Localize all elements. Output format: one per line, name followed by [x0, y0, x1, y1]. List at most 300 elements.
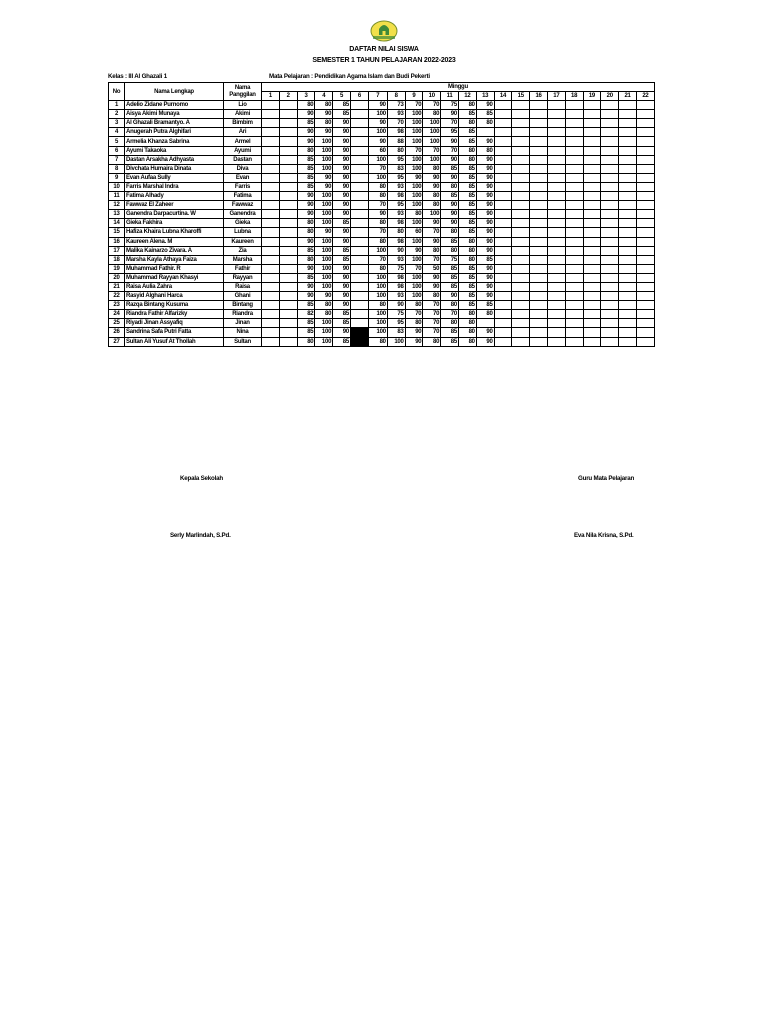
score-cell [547, 192, 565, 201]
score-cell: 70 [405, 101, 423, 110]
score-cell: 80 [315, 119, 333, 128]
score-cell: 100 [315, 282, 333, 291]
score-cell: 90 [333, 201, 351, 210]
score-cell: 90 [333, 128, 351, 137]
score-cell [262, 201, 280, 210]
score-cell: 80 [458, 119, 476, 128]
score-cell: 90 [441, 155, 459, 164]
row-number-cell: 23 [109, 301, 125, 310]
score-cell: 100 [315, 255, 333, 264]
principal-label: Kepala Sekolah [180, 475, 223, 482]
score-cell [494, 328, 512, 337]
score-cell [350, 146, 368, 155]
score-cell [262, 155, 280, 164]
score-cell: 93 [387, 110, 405, 119]
score-cell: 90 [333, 192, 351, 201]
score-cell [512, 101, 530, 110]
score-cell: 80 [476, 310, 494, 319]
score-cell: 70 [368, 201, 387, 210]
score-cell [530, 173, 548, 182]
nickname-cell: Fawwaz [224, 201, 262, 210]
score-cell: 80 [458, 101, 476, 110]
score-cell [262, 237, 280, 246]
score-cell: 70 [405, 310, 423, 319]
score-cell [262, 328, 280, 337]
score-cell [619, 182, 637, 191]
score-cell: 90 [476, 292, 494, 301]
score-cell: 90 [315, 292, 333, 301]
score-cell: 85 [297, 119, 315, 128]
week-header-cell: 3 [297, 92, 315, 101]
score-cell [636, 101, 654, 110]
score-cell: 90 [368, 210, 387, 219]
score-cell: 90 [423, 219, 441, 228]
header-full-name: Nama Lengkap [125, 83, 224, 101]
nickname-cell: Farris [224, 182, 262, 191]
score-cell [262, 164, 280, 173]
score-cell: 100 [368, 282, 387, 291]
score-cell [530, 192, 548, 201]
score-cell: 98 [387, 128, 405, 137]
score-cell [350, 128, 368, 137]
score-cell [279, 146, 297, 155]
score-cell: 90 [476, 155, 494, 164]
score-cell [530, 310, 548, 319]
score-cell [530, 119, 548, 128]
score-cell [619, 246, 637, 255]
score-cell: 90 [297, 237, 315, 246]
score-cell: 90 [441, 110, 459, 119]
score-cell [262, 128, 280, 137]
score-cell: 85 [458, 137, 476, 146]
score-cell [601, 255, 619, 264]
score-cell [619, 119, 637, 128]
nickname-cell: Bintang [224, 301, 262, 310]
score-cell: 93 [387, 255, 405, 264]
score-cell [636, 173, 654, 182]
score-cell: 85 [297, 319, 315, 328]
score-cell: 100 [368, 292, 387, 301]
score-cell: 100 [405, 155, 423, 164]
score-cell [350, 337, 368, 346]
week-header-cell: 20 [601, 92, 619, 101]
score-cell [583, 219, 601, 228]
score-cell: 80 [368, 301, 387, 310]
score-cell: 70 [368, 164, 387, 173]
nickname-cell: Armel [224, 137, 262, 146]
score-cell [494, 282, 512, 291]
score-cell [636, 264, 654, 273]
score-cell: 83 [387, 328, 405, 337]
score-cell [547, 146, 565, 155]
score-cell [494, 292, 512, 301]
score-cell [530, 146, 548, 155]
score-cell: 93 [387, 292, 405, 301]
score-cell [350, 201, 368, 210]
table-row [109, 337, 655, 346]
score-cell [262, 255, 280, 264]
score-cell [494, 173, 512, 182]
score-cell [547, 337, 565, 346]
score-cell: 98 [387, 282, 405, 291]
score-cell: 90 [315, 228, 333, 237]
score-cell: 80 [458, 319, 476, 328]
score-cell [262, 182, 280, 191]
score-cell [530, 301, 548, 310]
table-row [109, 273, 655, 282]
score-cell [601, 137, 619, 146]
student-name-cell: Riandra Fathir Alfarizky [125, 310, 224, 319]
grades-table [108, 82, 655, 347]
score-cell: 70 [405, 264, 423, 273]
score-cell [547, 182, 565, 191]
score-cell: 85 [333, 246, 351, 255]
score-cell [601, 310, 619, 319]
score-cell [619, 201, 637, 210]
table-row [109, 137, 655, 146]
score-cell: 85 [441, 164, 459, 173]
score-cell: 90 [297, 110, 315, 119]
score-cell [512, 155, 530, 164]
score-cell: 60 [368, 146, 387, 155]
score-cell: 80 [441, 182, 459, 191]
table-row [109, 182, 655, 191]
score-cell [583, 146, 601, 155]
score-cell [619, 310, 637, 319]
score-cell: 90 [297, 210, 315, 219]
score-cell: 100 [368, 173, 387, 182]
score-cell [279, 237, 297, 246]
score-cell [512, 128, 530, 137]
score-cell [494, 182, 512, 191]
row-number-cell: 7 [109, 155, 125, 164]
week-header-cell: 13 [476, 92, 494, 101]
score-cell: 100 [405, 182, 423, 191]
score-cell: 90 [476, 137, 494, 146]
score-cell [583, 137, 601, 146]
score-cell [636, 310, 654, 319]
score-cell [530, 210, 548, 219]
score-cell [601, 182, 619, 191]
score-cell [636, 201, 654, 210]
score-cell [512, 201, 530, 210]
nickname-cell: Marsha [224, 255, 262, 264]
score-cell: 100 [368, 319, 387, 328]
score-cell [583, 292, 601, 301]
class-label: Kelas : III Al Ghazali 1 [108, 73, 167, 80]
score-cell [512, 246, 530, 255]
score-cell: 85 [297, 246, 315, 255]
student-name-cell: Gieka Fakhira [125, 219, 224, 228]
score-cell [583, 246, 601, 255]
score-cell: 85 [333, 219, 351, 228]
score-cell: 90 [333, 164, 351, 173]
score-cell [494, 273, 512, 282]
score-cell: 95 [387, 155, 405, 164]
week-header-cell: 8 [387, 92, 405, 101]
score-cell [583, 101, 601, 110]
row-number-cell: 21 [109, 282, 125, 291]
score-cell: 100 [423, 119, 441, 128]
score-cell: 85 [458, 228, 476, 237]
score-cell [512, 292, 530, 301]
score-cell [512, 210, 530, 219]
score-cell: 70 [387, 119, 405, 128]
score-cell [547, 328, 565, 337]
score-cell: 90 [368, 119, 387, 128]
score-cell: 100 [423, 137, 441, 146]
score-cell [583, 328, 601, 337]
score-cell: 90 [441, 173, 459, 182]
score-cell [601, 264, 619, 273]
score-cell [601, 110, 619, 119]
table-row [109, 173, 655, 182]
score-cell: 85 [441, 273, 459, 282]
student-name-cell: Riyadi Jinan Assyafiq [125, 319, 224, 328]
score-cell [565, 128, 583, 137]
score-cell: 100 [315, 319, 333, 328]
score-cell: 93 [387, 182, 405, 191]
score-cell: 90 [368, 101, 387, 110]
table-row [109, 301, 655, 310]
table-row [109, 201, 655, 210]
score-cell [279, 319, 297, 328]
score-cell: 80 [458, 155, 476, 164]
score-cell: 85 [297, 328, 315, 337]
week-header-cell: 12 [458, 92, 476, 101]
score-cell: 80 [405, 301, 423, 310]
score-cell [262, 301, 280, 310]
score-cell: 85 [333, 110, 351, 119]
nickname-cell: Diva [224, 164, 262, 173]
score-cell [583, 173, 601, 182]
student-name-cell: Anugerah Putra Alghifari [125, 128, 224, 137]
nickname-cell: Raisa [224, 282, 262, 291]
score-cell [512, 282, 530, 291]
row-number-cell: 24 [109, 310, 125, 319]
score-cell [476, 128, 494, 137]
score-cell [547, 219, 565, 228]
score-cell [350, 301, 368, 310]
score-cell: 80 [297, 255, 315, 264]
score-cell [547, 292, 565, 301]
score-cell [262, 282, 280, 291]
student-name-cell: Dastan Arsakha Adhyasta [125, 155, 224, 164]
score-cell [350, 264, 368, 273]
score-cell [494, 119, 512, 128]
score-cell [350, 228, 368, 237]
score-cell [350, 219, 368, 228]
table-row [109, 192, 655, 201]
score-cell [565, 137, 583, 146]
score-cell [494, 155, 512, 164]
score-cell [512, 237, 530, 246]
score-cell: 90 [333, 119, 351, 128]
score-cell [583, 310, 601, 319]
score-cell [547, 101, 565, 110]
score-cell [279, 119, 297, 128]
score-cell: 80 [368, 219, 387, 228]
score-cell: 85 [458, 292, 476, 301]
student-name-cell: Ganendra Darpacurtina. W [125, 210, 224, 219]
score-cell: 70 [423, 310, 441, 319]
score-cell [636, 246, 654, 255]
score-cell [636, 128, 654, 137]
student-name-cell: Armelia Khanza Sabrina [125, 137, 224, 146]
score-cell: 85 [441, 192, 459, 201]
week-header-cell: 1 [262, 92, 280, 101]
week-header-cell: 15 [512, 92, 530, 101]
score-cell [262, 219, 280, 228]
score-cell: 80 [423, 337, 441, 346]
score-cell [565, 101, 583, 110]
score-cell [512, 319, 530, 328]
score-cell [619, 228, 637, 237]
score-cell: 80 [458, 237, 476, 246]
week-header-cell: 22 [636, 92, 654, 101]
score-cell [350, 119, 368, 128]
score-cell: 85 [458, 128, 476, 137]
score-cell [494, 255, 512, 264]
score-cell [565, 282, 583, 291]
score-cell [530, 237, 548, 246]
score-cell [565, 182, 583, 191]
score-cell: 90 [297, 264, 315, 273]
score-cell [530, 255, 548, 264]
score-cell: 90 [387, 246, 405, 255]
score-cell: 100 [315, 201, 333, 210]
score-cell [565, 192, 583, 201]
student-name-cell: Fawwaz El Zaheer [125, 201, 224, 210]
score-cell [583, 282, 601, 291]
score-cell [601, 201, 619, 210]
score-cell [583, 228, 601, 237]
score-cell [583, 119, 601, 128]
score-cell [530, 182, 548, 191]
score-cell [547, 310, 565, 319]
score-cell: 100 [423, 155, 441, 164]
score-cell [547, 137, 565, 146]
score-cell: 80 [297, 101, 315, 110]
header-no: No [109, 83, 125, 101]
score-cell: 85 [458, 273, 476, 282]
score-cell [619, 128, 637, 137]
score-cell [494, 110, 512, 119]
score-cell: 90 [476, 201, 494, 210]
score-cell: 85 [297, 164, 315, 173]
score-cell: 90 [423, 237, 441, 246]
score-cell: 90 [405, 328, 423, 337]
score-cell [619, 137, 637, 146]
row-number-cell: 12 [109, 201, 125, 210]
score-cell [547, 228, 565, 237]
row-number-cell: 14 [109, 219, 125, 228]
score-cell [601, 237, 619, 246]
score-cell [565, 119, 583, 128]
student-name-cell: Razqa Bintang Kusuma [125, 301, 224, 310]
week-header-cell: 10 [423, 92, 441, 101]
nickname-cell: Evan [224, 173, 262, 182]
score-cell [565, 310, 583, 319]
score-cell: 90 [333, 155, 351, 164]
score-cell [494, 264, 512, 273]
nickname-cell: Kaureen [224, 237, 262, 246]
score-cell [547, 319, 565, 328]
score-cell [279, 173, 297, 182]
score-cell: 90 [476, 237, 494, 246]
score-cell: 100 [387, 337, 405, 346]
score-cell [547, 255, 565, 264]
score-cell: 100 [368, 155, 387, 164]
week-header-cell: 17 [547, 92, 565, 101]
score-cell [583, 319, 601, 328]
score-cell [530, 201, 548, 210]
score-cell: 90 [476, 264, 494, 273]
row-number-cell: 3 [109, 119, 125, 128]
score-cell: 100 [405, 119, 423, 128]
score-cell: 80 [423, 192, 441, 201]
score-cell [530, 219, 548, 228]
score-cell [636, 292, 654, 301]
score-cell: 90 [423, 173, 441, 182]
score-cell [279, 301, 297, 310]
score-cell [601, 282, 619, 291]
score-cell: 100 [405, 201, 423, 210]
score-cell [530, 273, 548, 282]
score-cell [350, 310, 368, 319]
score-cell [601, 128, 619, 137]
score-cell: 90 [333, 282, 351, 291]
score-cell [636, 219, 654, 228]
score-cell [636, 119, 654, 128]
score-cell [601, 173, 619, 182]
score-cell [262, 192, 280, 201]
score-cell [619, 255, 637, 264]
score-cell [350, 319, 368, 328]
score-cell: 90 [333, 273, 351, 282]
score-cell [494, 128, 512, 137]
score-cell: 75 [387, 310, 405, 319]
score-cell: 80 [368, 237, 387, 246]
score-cell [565, 264, 583, 273]
score-cell: 70 [423, 101, 441, 110]
score-cell [619, 155, 637, 164]
score-cell [601, 192, 619, 201]
score-cell: 90 [333, 328, 351, 337]
score-cell [279, 273, 297, 282]
row-number-cell: 8 [109, 164, 125, 173]
score-cell: 100 [405, 282, 423, 291]
student-name-cell: Hafiza Khaira Lubna Kharoffi [125, 228, 224, 237]
score-cell: 85 [476, 110, 494, 119]
student-name-cell: Muhammad Fathir. R [125, 264, 224, 273]
nickname-cell: Sultan [224, 337, 262, 346]
score-cell: 80 [315, 310, 333, 319]
score-cell [279, 292, 297, 301]
score-cell [619, 319, 637, 328]
score-cell [350, 328, 368, 337]
score-cell: 82 [297, 310, 315, 319]
score-cell: 75 [387, 264, 405, 273]
score-cell [601, 328, 619, 337]
score-cell: 98 [387, 219, 405, 228]
score-cell: 85 [297, 155, 315, 164]
row-number-cell: 18 [109, 255, 125, 264]
row-number-cell: 6 [109, 146, 125, 155]
score-cell: 93 [387, 210, 405, 219]
score-cell: 85 [458, 182, 476, 191]
score-cell [279, 164, 297, 173]
